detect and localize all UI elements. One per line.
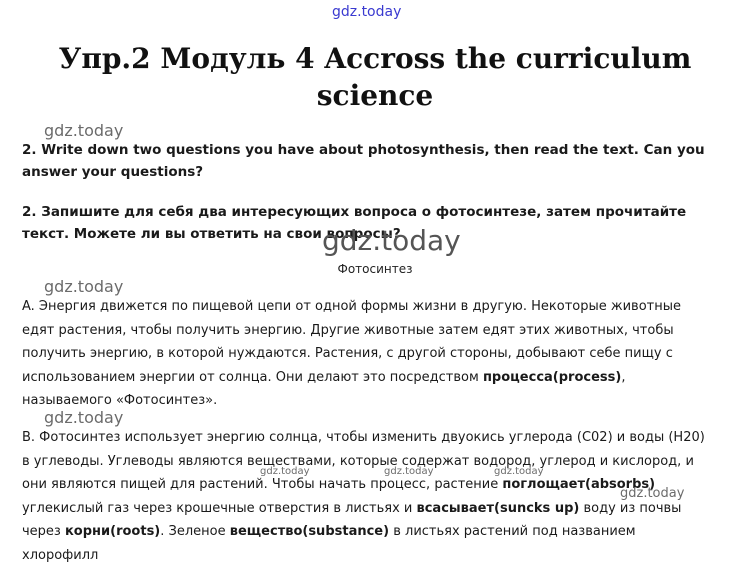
term-roots: корни(roots) — [64, 524, 161, 539]
watermark-small-2: gdz.today — [384, 466, 434, 477]
term-process: процесса(process) — [482, 369, 622, 385]
paragraph-b-text-3: воду из почвы через — [22, 500, 682, 539]
term-sucks-up: всасывает(suncks up) — [416, 500, 580, 516]
watermark-paragraph-a: gdz.today — [44, 277, 124, 296]
term-substance: вещество(substance) — [229, 524, 390, 539]
paragraph-b-text-2: углекислый газ через крошечные отверстия в листьях и — [22, 500, 417, 516]
paragraph-a — [22, 295, 712, 413]
watermark-right: gdz.today — [620, 486, 685, 501]
watermark-large: gdz.today — [322, 224, 461, 257]
watermark-paragraph-b: gdz.today — [44, 408, 124, 427]
term-absorbs: поглощает(absorbs) — [502, 477, 656, 492]
paragraph-b-text-4: . Зеленое — [160, 524, 230, 539]
title-line-2: science — [316, 79, 434, 112]
title-line-1: Упр.2 Модуль 4 Accross the curriculum — [58, 42, 692, 75]
watermark-questions: gdz.today — [44, 121, 124, 140]
paragraph-b — [22, 426, 712, 567]
paragraph-a-text-1: A. Энергия движется по пищевой цепи от одной формы жизни в другую. Некоторые животные едят растения, чтобы получить энергию. Другие животные затем едят этих животных, чтобы получить энергию, в которой нуждаются. Растения, с другой стороны, добывают себе пищу с использованием энергии от солнца. Они делают это посредством — [22, 299, 682, 385]
paragraph-b-text-5: в листьях растений под названием хлорофилл — [22, 524, 636, 563]
watermark-top: gdz.today — [332, 4, 402, 20]
watermark-small-1: gdz.today — [260, 466, 310, 477]
paragraph-b-text-1: B. Фотосинтез использует энергию солнца, чтобы изменить двуокись углерода (C02) и воды (H20) в углеводы. Углеводы являются веществами, которые содержат водород, углерод и кислород, и они являются пищей для растений. Чтобы начать процесс, растение — [22, 430, 705, 492]
page-title — [0, 40, 750, 114]
watermark-small-3: gdz.today — [494, 466, 544, 477]
question-russian: 2. Запишите для себя два интересующих вопроса о фотосинтезе, затем прочитайте текст. Можете ли вы ответить на свои вопросы? — [22, 204, 687, 242]
question-english: 2. Write down two questions you have about photosynthesis, then read the text. Can you answer your questions? — [22, 142, 705, 180]
text-heading: Фотосинтез — [337, 262, 413, 276]
paragraph-a-text-2: , называемого «Фотосинтез». — [22, 369, 626, 408]
